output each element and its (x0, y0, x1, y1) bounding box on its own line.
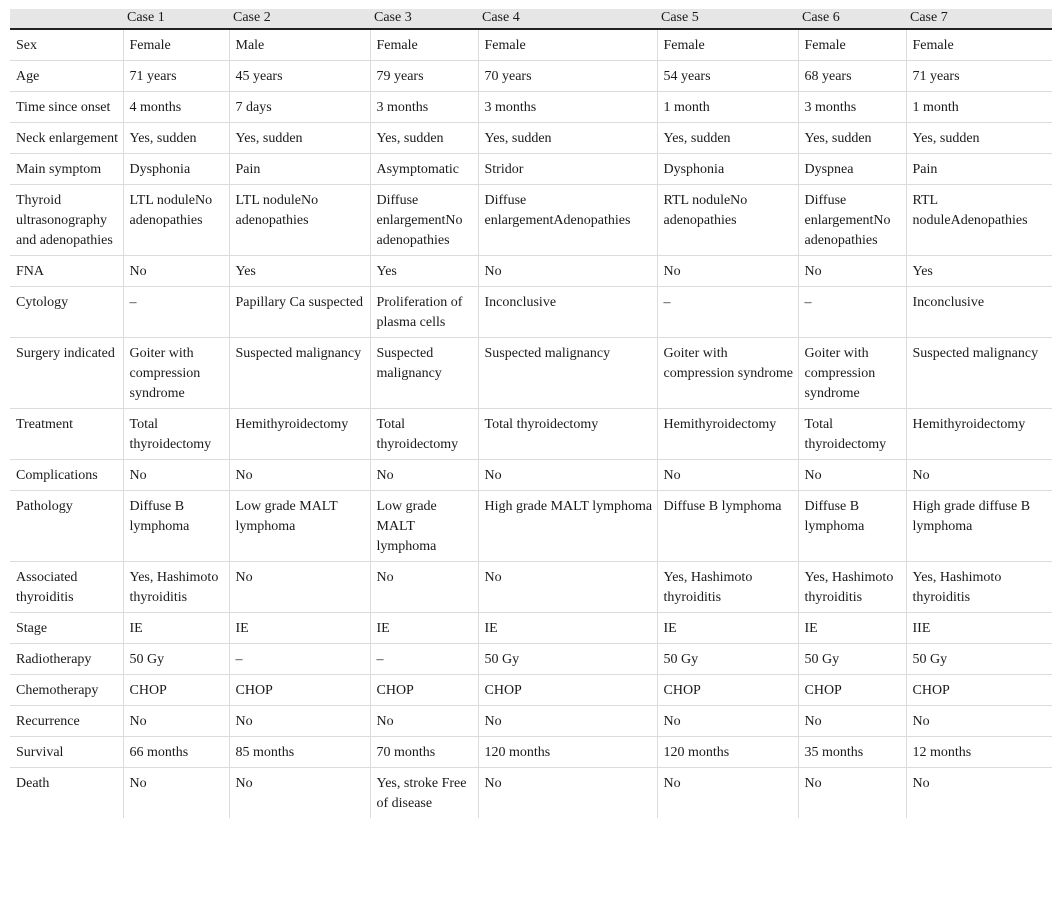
table-cell: Yes, sudden (123, 123, 229, 154)
table-cell: 50 Gy (478, 644, 657, 675)
table-row (10, 61, 1052, 92)
table-cell: 71 years (123, 61, 229, 92)
row-label: Stage (10, 613, 123, 644)
table-cell: 54 years (657, 61, 798, 92)
table-cell: IE (229, 613, 370, 644)
table-cell: No (798, 706, 906, 737)
row-label: Neck enlargement (10, 123, 123, 154)
table-cell: 3 months (478, 92, 657, 123)
table-container (10, 9, 1052, 818)
table-cell: Pain (229, 154, 370, 185)
table-cell: Yes, sudden (906, 123, 1052, 154)
row-label: Thyroid ultrasonography and adenopathies (10, 185, 123, 256)
table-cell: No (123, 768, 229, 819)
table-cell: No (657, 256, 798, 287)
row-label: FNA (10, 256, 123, 287)
table-cell: Female (798, 29, 906, 61)
column-header-case-1: Case 1 (123, 9, 229, 29)
table-row (10, 737, 1052, 768)
table-cell: 66 months (123, 737, 229, 768)
cases-table (10, 9, 1052, 818)
table-cell: Diffuse enlargementNo adenopathies (370, 185, 478, 256)
table-row (10, 613, 1052, 644)
table-row (10, 154, 1052, 185)
table-cell: CHOP (370, 675, 478, 706)
table-cell: Yes, Hashimoto thyroiditis (123, 562, 229, 613)
table-cell: Low grade MALT lymphoma (370, 491, 478, 562)
table-cell: 70 years (478, 61, 657, 92)
table-cell: No (229, 460, 370, 491)
table-row (10, 123, 1052, 154)
table-cell: No (229, 706, 370, 737)
table-cell: Yes, sudden (657, 123, 798, 154)
table-row (10, 409, 1052, 460)
table-cell: Hemithyroidectomy (657, 409, 798, 460)
table-cell: 50 Gy (798, 644, 906, 675)
row-label: Survival (10, 737, 123, 768)
table-cell: No (657, 768, 798, 819)
table-cell: Yes (906, 256, 1052, 287)
table-cell: IE (123, 613, 229, 644)
table-cell: Diffuse B lymphoma (123, 491, 229, 562)
table-cell: CHOP (123, 675, 229, 706)
table-cell: Diffuse B lymphoma (657, 491, 798, 562)
table-cell: No (229, 562, 370, 613)
table-cell: Dysphonia (123, 154, 229, 185)
table-cell: Inconclusive (478, 287, 657, 338)
table-cell: Total thyroidectomy (798, 409, 906, 460)
table-cell: 70 months (370, 737, 478, 768)
table-cell: – (370, 644, 478, 675)
table-cell: No (123, 706, 229, 737)
table-cell: High grade diffuse B lymphoma (906, 491, 1052, 562)
table-cell: Papillary Ca suspected (229, 287, 370, 338)
table-cell: Yes, sudden (370, 123, 478, 154)
table-cell: CHOP (798, 675, 906, 706)
table-cell: Goiter with compression syndrome (798, 338, 906, 409)
table-cell: Female (370, 29, 478, 61)
table-cell: No (123, 460, 229, 491)
table-cell: Male (229, 29, 370, 61)
table-cell: No (370, 460, 478, 491)
table-cell: Total thyroidectomy (123, 409, 229, 460)
table-cell: 35 months (798, 737, 906, 768)
table-cell: Suspected malignancy (906, 338, 1052, 409)
table-cell: Stridor (478, 154, 657, 185)
table-cell: Total thyroidectomy (370, 409, 478, 460)
table-cell: Suspected malignancy (370, 338, 478, 409)
table-cell: 45 years (229, 61, 370, 92)
table-cell: 50 Gy (657, 644, 798, 675)
table-cell: – (123, 287, 229, 338)
table-cell: Yes, Hashimoto thyroiditis (906, 562, 1052, 613)
table-cell: No (478, 460, 657, 491)
table-cell: No (657, 460, 798, 491)
table-row (10, 491, 1052, 562)
table-cell: No (798, 768, 906, 819)
table-cell: Low grade MALT lymphoma (229, 491, 370, 562)
row-label: Treatment (10, 409, 123, 460)
table-cell: Inconclusive (906, 287, 1052, 338)
table-cell: IE (798, 613, 906, 644)
table-cell: IE (370, 613, 478, 644)
row-label: Death (10, 768, 123, 819)
table-cell: Dyspnea (798, 154, 906, 185)
table-cell: Proliferation of plasma cells (370, 287, 478, 338)
table-cell: 4 months (123, 92, 229, 123)
table-cell: Yes, sudden (798, 123, 906, 154)
table-cell: 50 Gy (906, 644, 1052, 675)
table-cell: Female (478, 29, 657, 61)
table-cell: No (478, 256, 657, 287)
table-cell: Total thyroidectomy (478, 409, 657, 460)
table-cell: No (370, 706, 478, 737)
row-label: Chemotherapy (10, 675, 123, 706)
table-row (10, 256, 1052, 287)
table-cell: High grade MALT lymphoma (478, 491, 657, 562)
table-cell: 79 years (370, 61, 478, 92)
row-label: Surgery indicated (10, 338, 123, 409)
table-cell: Diffuse B lymphoma (798, 491, 906, 562)
row-label: Sex (10, 29, 123, 61)
table-cell: No (906, 460, 1052, 491)
table-row (10, 706, 1052, 737)
table-cell: 3 months (798, 92, 906, 123)
table-cell: 1 month (906, 92, 1052, 123)
table-cell: Goiter with compression syndrome (657, 338, 798, 409)
table-cell: Yes, Hashimoto thyroiditis (657, 562, 798, 613)
table-cell: 85 months (229, 737, 370, 768)
table-cell: Yes, sudden (229, 123, 370, 154)
table-cell: IIE (906, 613, 1052, 644)
table-cell: 120 months (478, 737, 657, 768)
table-row (10, 562, 1052, 613)
table-cell: Female (906, 29, 1052, 61)
header-row (10, 9, 1052, 29)
table-cell: Goiter with compression syndrome (123, 338, 229, 409)
table-row (10, 92, 1052, 123)
column-header-blank (10, 9, 123, 29)
table-row (10, 185, 1052, 256)
table-cell: – (798, 287, 906, 338)
table-cell: 71 years (906, 61, 1052, 92)
table-cell: No (657, 706, 798, 737)
row-label: Cytology (10, 287, 123, 338)
row-label: Associated thyroiditis (10, 562, 123, 613)
table-row (10, 675, 1052, 706)
table-cell: No (123, 256, 229, 287)
table-row (10, 29, 1052, 61)
table-cell: 120 months (657, 737, 798, 768)
table-cell: LTL noduleNo adenopathies (123, 185, 229, 256)
column-header-case-2: Case 2 (229, 9, 370, 29)
column-header-case-3: Case 3 (370, 9, 478, 29)
table-cell: No (912, 776, 930, 791)
table-cell: 7 days (229, 92, 370, 123)
row-label: Main symptom (10, 154, 123, 185)
table-cell: No (906, 706, 1052, 737)
table-cell: No (478, 706, 657, 737)
table-cell: IE (478, 613, 657, 644)
table-cell: No (370, 562, 478, 613)
table-cell: Yes (370, 256, 478, 287)
row-label: Age (10, 61, 123, 92)
row-label: Pathology (10, 491, 123, 562)
table-cell: CHOP (657, 675, 798, 706)
table-cell: 68 years (798, 61, 906, 92)
table-cell: Female (657, 29, 798, 61)
table-cell: No (798, 256, 906, 287)
table-row (10, 768, 1052, 819)
table-cell: Yes, Hashimoto thyroiditis (798, 562, 906, 613)
table-cell: LTL noduleNo adenopathies (229, 185, 370, 256)
table-cell: – (657, 287, 798, 338)
table-cell: Pain (906, 154, 1052, 185)
table-cell: Dysphonia (657, 154, 798, 185)
table-cell: No (478, 768, 657, 819)
table-cell: Yes, sudden (478, 123, 657, 154)
row-label: Complications (10, 460, 123, 491)
table-cell: CHOP (478, 675, 657, 706)
table-row (10, 338, 1052, 409)
table-cell: Diffuse enlargementNo adenopathies (798, 185, 906, 256)
table-cell: RTL noduleAdenopathies (906, 185, 1052, 256)
table-cell: IE (657, 613, 798, 644)
table-cell: Yes, stroke Free of disease (370, 768, 478, 819)
table-cell: – (229, 644, 370, 675)
row-label: Recurrence (10, 706, 123, 737)
column-header-case-4: Case 4 (478, 9, 657, 29)
table-cell: No (478, 562, 657, 613)
table-cell: 3 months (370, 92, 478, 123)
column-header-case-6: Case 6 (798, 9, 906, 29)
row-label: Radiotherapy (10, 644, 123, 675)
table-cell: Asymptomatic (370, 154, 478, 185)
table-cell: Yes (229, 256, 370, 287)
table-row (10, 287, 1052, 338)
table-cell: Suspected malignancy (229, 338, 370, 409)
table-cell: CHOP (229, 675, 370, 706)
table-row (10, 644, 1052, 675)
table-cell: 50 Gy (123, 644, 229, 675)
table-cell: CHOP (906, 675, 1052, 706)
table-cell: No (229, 768, 370, 819)
table-cell: 1 month (657, 92, 798, 123)
column-header-case-7: Case 7 (906, 9, 1052, 29)
table-cell: 12 months (906, 737, 1052, 768)
table-cell: Female (123, 29, 229, 61)
column-header-case-5: Case 5 (657, 9, 798, 29)
table-body (10, 29, 1052, 818)
row-label: Time since onset (10, 92, 123, 123)
table-cell: Hemithyroidectomy (906, 409, 1052, 460)
table-cell: No (798, 460, 906, 491)
table-row (10, 460, 1052, 491)
table-cell: Hemithyroidectomy (229, 409, 370, 460)
table-cell: RTL noduleNo adenopathies (657, 185, 798, 256)
table-cell: Diffuse enlargementAdenopathies (478, 185, 657, 256)
table-cell: Suspected malignancy (478, 338, 657, 409)
